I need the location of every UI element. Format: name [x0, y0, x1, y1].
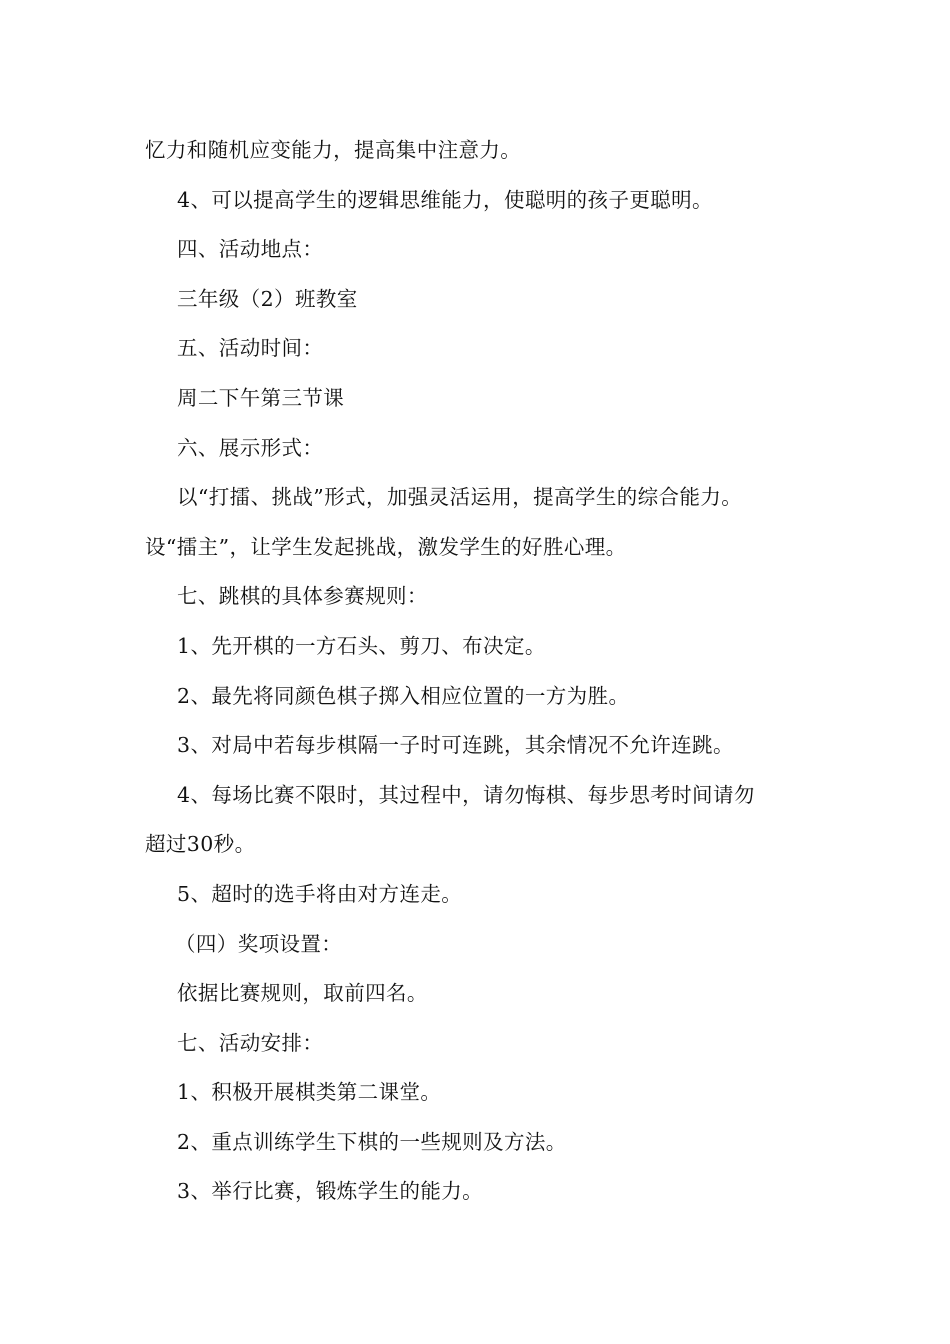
paragraph-line: 4、可以提高学生的逻辑思维能力，使聪明的孩子更聪明。 [177, 187, 713, 212]
section-heading: 六、展示形式： [177, 435, 324, 460]
list-item: 3、对局中若每步棋隔一子时可连跳，其余情况不允许连跳。 [177, 733, 734, 758]
list-item: 4、每场比赛不限时，其过程中，请勿悔棋、每步思考时间请勿 [177, 782, 755, 807]
paragraph-line: 以“打擂、挑战”形式，加强灵活运用，提高学生的综合能力。 [177, 485, 743, 510]
section-heading: 五、活动时间： [177, 336, 324, 361]
document-body [145, 126, 805, 1217]
paragraph-line: 依据比赛规则，取前四名。 [177, 981, 428, 1006]
list-item: 5、超时的选手将由对方连走。 [177, 881, 463, 906]
section-heading: （四）奖项设置： [175, 931, 343, 956]
section-heading: 七、活动安排： [177, 1030, 324, 1055]
list-item: 1、先开棋的一方石头、剪刀、布决定。 [177, 633, 546, 658]
paragraph-line: 忆力和随机应变能力，提高集中注意力。 [145, 138, 522, 162]
section-heading: 四、活动地点： [177, 237, 324, 262]
paragraph-line: 周二下午第三节课 [177, 385, 345, 410]
paragraph-line: 设“擂主”，让学生发起挑战，激发学生的好胜心理。 [145, 534, 627, 559]
list-item: 3、举行比赛，锻炼学生的能力。 [177, 1179, 484, 1204]
list-item: 2、最先将同颜色棋子掷入相应位置的一方为胜。 [177, 683, 630, 708]
paragraph-line: 三年级（2）班教室 [177, 286, 358, 311]
list-item: 2、重点训练学生下棋的一些规则及方法。 [177, 1129, 567, 1154]
list-item-continuation: 超过30秒。 [145, 832, 256, 857]
list-item: 1、积极开展棋类第二课堂。 [177, 1080, 442, 1105]
section-heading: 七、跳棋的具体参赛规则： [177, 584, 428, 609]
